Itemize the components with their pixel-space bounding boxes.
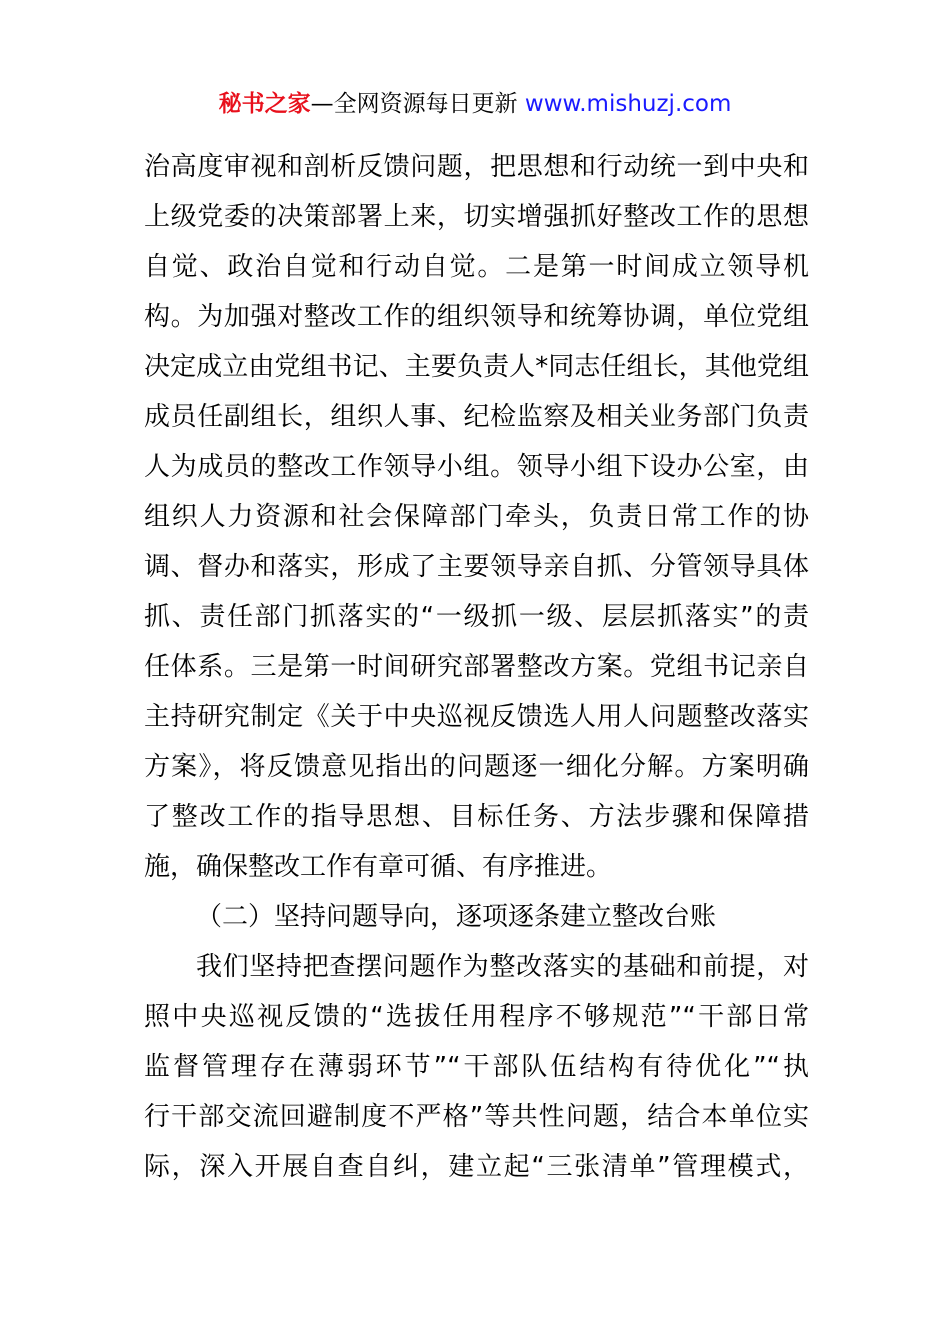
text-line: 际，深入开展自查自纠，建立起“三张清单”管理模式， <box>144 1152 809 1182</box>
text-line: 治高度审视和剖析反馈问题，把思想和行动统一到中央和 <box>144 152 809 182</box>
text-line: 照中央巡视反馈的“选拔任用程序不够规范”“干部日常 <box>144 1002 809 1032</box>
text-line: 监督管理存在薄弱环节”“干部队伍结构有待优化”“执 <box>144 1052 809 1082</box>
text-line: 主持研究制定《关于中央巡视反馈选人用人问题整改落实 <box>144 702 809 732</box>
text-line: 人为成员的整改工作领导小组。领导小组下设办公室，由 <box>144 452 809 482</box>
text-line: 组织人力资源和社会保障部门牵头，负责日常工作的协 <box>144 502 809 532</box>
header-tagline: —全网资源每日更新 <box>310 91 518 117</box>
text-line: 施，确保整改工作有章可循、有序推进。 <box>144 852 613 882</box>
text-line: 决定成立由党组书记、主要负责人*同志任组长，其他党组 <box>144 352 809 382</box>
text-line: 行干部交流回避制度不严格”等共性问题，结合本单位实 <box>144 1102 809 1132</box>
text-line: 自觉、政治自觉和行动自觉。二是第一时间成立领导机 <box>144 252 809 282</box>
section-heading: （二）坚持问题导向，逐项逐条建立整改台账 <box>196 902 717 932</box>
text-line: 抓、责任部门抓落实的“一级抓一级、层层抓落实”的责 <box>144 602 809 632</box>
text-line: 任体系。三是第一时间研究部署整改方案。党组书记亲自 <box>144 652 809 682</box>
header-brand: 秘书之家 <box>218 91 311 117</box>
text-line: 我们坚持把查摆问题作为整改落实的基础和前提，对 <box>196 952 809 982</box>
body-text <box>144 142 809 1192</box>
text-line: 方案》，将反馈意见指出的问题逐一细化分解。方案明确 <box>144 752 809 782</box>
text-line: 成员任副组长，组织人事、纪检监察及相关业务部门负责 <box>144 402 809 432</box>
text-line: 调、督办和落实，形成了主要领导亲自抓、分管领导具体 <box>144 552 809 582</box>
text-line: 上级党委的决策部署上来，切实增强抓好整改工作的思想 <box>144 202 809 232</box>
text-line: 了整改工作的指导思想、目标任务、方法步骤和保障措 <box>144 802 809 832</box>
text-line: 构。为加强对整改工作的组织领导和统筹协调，单位党组 <box>144 302 809 332</box>
header-url[interactable]: www.mishuzj.com <box>524 91 732 117</box>
page-header <box>0 86 950 122</box>
